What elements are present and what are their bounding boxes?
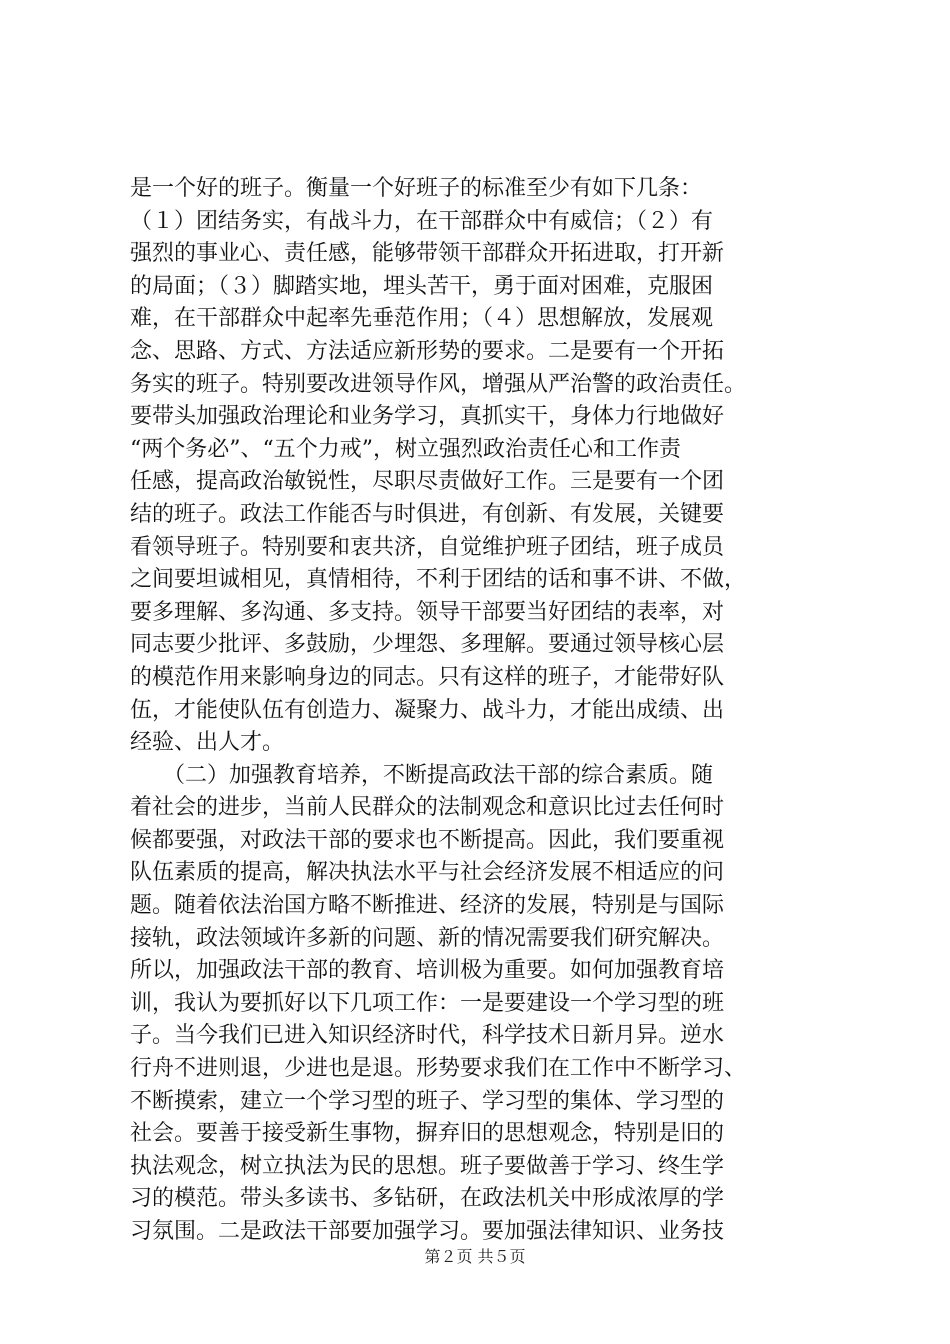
text-line: 要带头加强政治理论和业务学习，真抓实干，身体力行地做好	[130, 404, 725, 430]
text-line: 是一个好的班子。衡量一个好班子的标准至少有如下几条：	[130, 176, 703, 201]
text-line: 题。随着依法治国方略不断推进、经济的发展，特别是与国际	[130, 893, 725, 919]
text-line: 务实的班子。特别要改进领导作风，增强从严治警的政治责任。	[130, 371, 747, 397]
text-line: 同志要少批评、多鼓励，少埋怨、多理解。要通过领导核心层	[130, 632, 725, 658]
text-line: 执法观念，树立执法为民的思想。班子要做善于学习、终生学	[130, 1153, 725, 1179]
text-line: 着社会的进步，当前人民群众的法制观念和意识比过去任何时	[130, 795, 725, 821]
text-line: “两个务必”、“五个力戒”，树立强烈政治责任心和工作责	[130, 436, 681, 462]
text-line: 队伍素质的提高，解决执法水平与社会经济发展不相适应的问	[130, 860, 725, 886]
text-line: 强烈的事业心、责任感，能够带领干部群众开拓进取，打开新	[130, 241, 725, 267]
text-line: （１）团结务实，有战斗力，在干部群众中有威信；（２）有	[130, 208, 714, 234]
text-line: 不断摸索，建立一个学习型的班子、学习型的集体、学习型的	[130, 1088, 725, 1114]
text-line: 伍，才能使队伍有创造力、凝聚力、战斗力，才能出成绩、出	[130, 697, 725, 723]
text-line: （二）加强教育培养，不断提高政法干部的综合素质。随	[130, 762, 714, 788]
text-line: 看领导班子。特别要和衷共济，自觉维护班子团结，班子成员	[130, 534, 725, 560]
text-line: 念、思路、方式、方法适应新形势的要求。二是要有一个开拓	[130, 338, 725, 364]
text-line: 结的班子。政法工作能否与时俱进，有创新、有发展，关键要	[130, 501, 725, 527]
text-line: 所以，加强政法干部的教育、培训极为重要。如何加强教育培	[130, 958, 725, 984]
text-line: 候都要强，对政法干部的要求也不断提高。因此，我们要重视	[130, 827, 725, 853]
text-line: 训，我认为要抓好以下几项工作：一是要建设一个学习型的班	[130, 990, 725, 1016]
page-number-footer: 第２页 共５页	[424, 1247, 526, 1266]
text-line: 行舟不进则退，少进也是退。形势要求我们在工作中不断学习、	[130, 1056, 747, 1082]
text-line: 习氛围。二是政法干部要加强学习。要加强法律知识、业务技	[130, 1219, 725, 1244]
text-line: 的模范作用来影响身边的同志。只有这样的班子，才能带好队	[130, 664, 725, 690]
text-line: 接轨，政法领域许多新的问题、新的情况需要我们研究解决。	[130, 925, 725, 951]
text-line: 子。当今我们已进入知识经济时代，科学技术日新月异。逆水	[130, 1023, 725, 1049]
text-line: 经验、出人才。	[130, 730, 285, 756]
text-line: 的局面；（３）脚踏实地，埋头苦干，勇于面对困难，克服困	[130, 273, 714, 299]
text-line: 习的模范。带头多读书、多钻研，在政法机关中形成浓厚的学	[130, 1186, 725, 1212]
text-line: 社会。要善于接受新生事物，摒弃旧的思想观念，特别是旧的	[130, 1121, 725, 1147]
text-line: 之间要坦诚相见，真情相待，不利于团结的话和事不讲、不做，	[130, 567, 747, 593]
body-text	[130, 173, 850, 1249]
text-line: 任感，提高政治敏锐性，尽职尽责做好工作。三是要有一个团	[130, 469, 725, 495]
text-line: 难，在干部群众中起率先垂范作用；（４）思想解放，发展观	[130, 306, 714, 332]
text-line: 要多理解、多沟通、多支持。领导干部要当好团结的表率，对	[130, 599, 725, 625]
